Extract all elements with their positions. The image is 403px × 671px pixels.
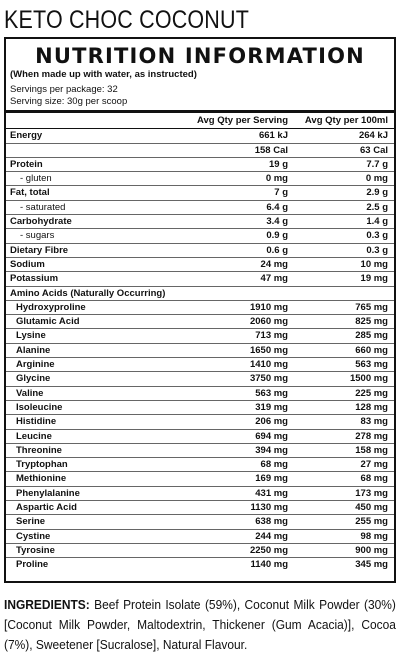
per-100ml-value: 1500 mg — [292, 372, 394, 386]
table-row — [6, 257, 394, 271]
nutrient-name: - saturated — [6, 200, 170, 214]
table-row — [6, 372, 394, 386]
nutrient-name: Hydroxyproline — [6, 300, 170, 314]
table-row — [6, 458, 394, 472]
nutrient-name: - gluten — [6, 172, 170, 186]
per-serving-value: 206 mg — [170, 415, 292, 429]
per-serving-value: 169 mg — [170, 472, 292, 486]
per-serving-value: 158 Cal — [170, 143, 292, 157]
per-100ml-value — [292, 286, 394, 300]
per-100ml-value: 128 mg — [292, 400, 394, 414]
nutrient-name: Proline — [6, 558, 170, 572]
per-100ml-value: 7.7 g — [292, 157, 394, 171]
per-100ml-value: 68 mg — [292, 472, 394, 486]
table-row — [6, 157, 394, 171]
per-serving-value: 19 g — [170, 157, 292, 171]
nutrient-name: Potassium — [6, 272, 170, 286]
nutrient-name: Glutamic Acid — [6, 315, 170, 329]
nutrient-name: Aspartic Acid — [6, 501, 170, 515]
per-serving-value: 3.4 g — [170, 215, 292, 229]
table-row — [6, 215, 394, 229]
nutrient-name: Isoleucine — [6, 400, 170, 414]
table-row — [6, 358, 394, 372]
table-row — [6, 558, 394, 572]
per-serving-value: 1130 mg — [170, 501, 292, 515]
per-100ml-value: 278 mg — [292, 429, 394, 443]
header-blank-cell — [6, 113, 170, 129]
nutrient-name: Serine — [6, 515, 170, 529]
per-100ml-value: 660 mg — [292, 343, 394, 357]
per-serving-value: 0 mg — [170, 172, 292, 186]
per-serving-value: 1140 mg — [170, 558, 292, 572]
ingredients-block — [4, 595, 396, 655]
per-100ml-value: 0 mg — [292, 172, 394, 186]
table-row — [6, 300, 394, 314]
per-serving-value: 6.4 g — [170, 200, 292, 214]
per-serving-value: 2060 mg — [170, 315, 292, 329]
per-serving-value: 661 kJ — [258, 130, 288, 142]
nutrient-name: Cystine — [6, 529, 170, 543]
nutrient-name: Threonine — [6, 443, 170, 457]
table-row — [6, 529, 394, 543]
prep-note: (When made up with water, as instructed) — [10, 69, 197, 80]
product-title: KETO CHOC COCONUT — [4, 6, 250, 34]
per-serving-value: 1410 mg — [170, 358, 292, 372]
nutrition-table-body — [6, 129, 394, 572]
per-serving-value — [170, 286, 292, 300]
per-100ml-value: 225 mg — [292, 386, 394, 400]
nutrient-name: Valine — [6, 386, 170, 400]
table-row — [6, 443, 394, 457]
per-serving-value: 24 mg — [170, 257, 292, 271]
per-serving-value: 0.6 g — [170, 243, 292, 257]
nutrient-name: Phenylalanine — [6, 486, 170, 500]
table-row — [6, 229, 394, 243]
per-serving-value: 2250 mg — [170, 543, 292, 557]
nutrient-name: Sodium — [6, 257, 170, 271]
per-serving-value: 319 mg — [170, 400, 292, 414]
table-row — [6, 472, 394, 486]
header-per-100ml: Avg Qty per 100ml — [292, 113, 394, 129]
nutrient-name: Tryptophan — [6, 458, 170, 472]
table-row — [6, 400, 394, 414]
table-row — [6, 129, 394, 143]
ingredients-label: INGREDIENTS: — [4, 597, 90, 612]
per-100ml-value: 825 mg — [292, 315, 394, 329]
per-serving-value: 47 mg — [170, 272, 292, 286]
table-row — [6, 415, 394, 429]
table-row — [6, 543, 394, 557]
nutrient-name: Glycine — [6, 372, 170, 386]
table-header-row — [6, 113, 394, 129]
per-100ml-value: 63 Cal — [292, 143, 394, 157]
per-serving-value: 638 mg — [170, 515, 292, 529]
nutrient-name: - sugars — [6, 229, 170, 243]
table-row — [6, 186, 394, 200]
header-per-serving: Avg Qty per Serving — [170, 113, 292, 129]
per-serving-value: 1650 mg — [170, 343, 292, 357]
per-serving-value: 68 mg — [170, 458, 292, 472]
per-100ml-value: 765 mg — [292, 300, 394, 314]
per-100ml-value: 264 kJ — [358, 130, 388, 142]
table-row — [6, 286, 394, 300]
per-100ml-value: 158 mg — [292, 443, 394, 457]
table-row — [6, 515, 394, 529]
per-serving-value: 694 mg — [170, 429, 292, 443]
per-100ml-value: 10 mg — [292, 257, 394, 271]
table-row — [6, 315, 394, 329]
per-100ml-value: 563 mg — [292, 358, 394, 372]
per-100ml-value: 83 mg — [292, 415, 394, 429]
per-100ml-value: 27 mg — [292, 458, 394, 472]
per-100ml-value: 2.5 g — [292, 200, 394, 214]
per-100ml-value: 19 mg — [292, 272, 394, 286]
per-100ml-value: 173 mg — [292, 486, 394, 500]
nutrient-name: Protein — [6, 157, 170, 171]
per-serving-value: 1910 mg — [170, 300, 292, 314]
table-row — [6, 200, 394, 214]
table-row — [6, 343, 394, 357]
table-row — [6, 172, 394, 186]
nutrient-name: Histidine — [6, 415, 170, 429]
nutrient-name: Methionine — [6, 472, 170, 486]
table-row — [6, 243, 394, 257]
per-serving-value: 563 mg — [170, 386, 292, 400]
per-100ml-value: 285 mg — [292, 329, 394, 343]
per-100ml-value: 255 mg — [292, 515, 394, 529]
per-serving-value: 394 mg — [170, 443, 292, 457]
nutrient-name: Alanine — [6, 343, 170, 357]
table-row — [6, 429, 394, 443]
table-row — [6, 329, 394, 343]
per-serving-value: 713 mg — [170, 329, 292, 343]
per-100ml-value: 0.3 g — [292, 243, 394, 257]
nutrient-name: Lysine — [6, 329, 170, 343]
per-serving-value: 431 mg — [170, 486, 292, 500]
nutrient-name: Amino Acids (Naturally Occurring) — [6, 286, 170, 300]
nutrient-name: Leucine — [6, 429, 170, 443]
per-100ml-value: 900 mg — [292, 543, 394, 557]
per-serving-value: 3750 mg — [170, 372, 292, 386]
nutrition-panel — [4, 37, 396, 583]
nutrient-name: Carbohydrate — [6, 215, 170, 229]
per-100ml-value: 2.9 g — [292, 186, 394, 200]
table-row — [6, 501, 394, 515]
serving-size: Serving size: 30g per scoop — [10, 95, 128, 107]
per-100ml-value: 345 mg — [292, 558, 394, 572]
table-row — [6, 143, 394, 157]
nutrient-name: Energy — [10, 130, 43, 142]
per-serving-value: 7 g — [170, 186, 292, 200]
table-row — [6, 486, 394, 500]
nutrient-name: Fat, total — [6, 186, 170, 200]
per-100ml-value: 0.3 g — [292, 229, 394, 243]
nutrient-name — [6, 143, 170, 157]
table-row — [6, 386, 394, 400]
per-serving-value: 244 mg — [170, 529, 292, 543]
nutrient-name: Arginine — [6, 358, 170, 372]
table-row — [6, 272, 394, 286]
panel-heading: NUTRITION INFORMATION — [35, 44, 365, 68]
per-100ml-value: 450 mg — [292, 501, 394, 515]
ingredients-text: Beef Protein Isolate (59%), Coconut Milk Powder (30%) [Coconut Milk Powder, Maltodextrin, Thickener (Gum Acacia)], Cocoa (7%), Sweetener [Sucralose], Natural Flavour. — [4, 597, 396, 652]
nutrient-name: Dietary Fibre — [6, 243, 170, 257]
per-100ml-value: 1.4 g — [292, 215, 394, 229]
nutrition-table — [6, 113, 394, 572]
per-100ml-value: 98 mg — [292, 529, 394, 543]
per-serving-value: 0.9 g — [170, 229, 292, 243]
nutrient-name: Tyrosine — [6, 543, 170, 557]
servings-per-package: Servings per package: 32 — [10, 84, 118, 95]
